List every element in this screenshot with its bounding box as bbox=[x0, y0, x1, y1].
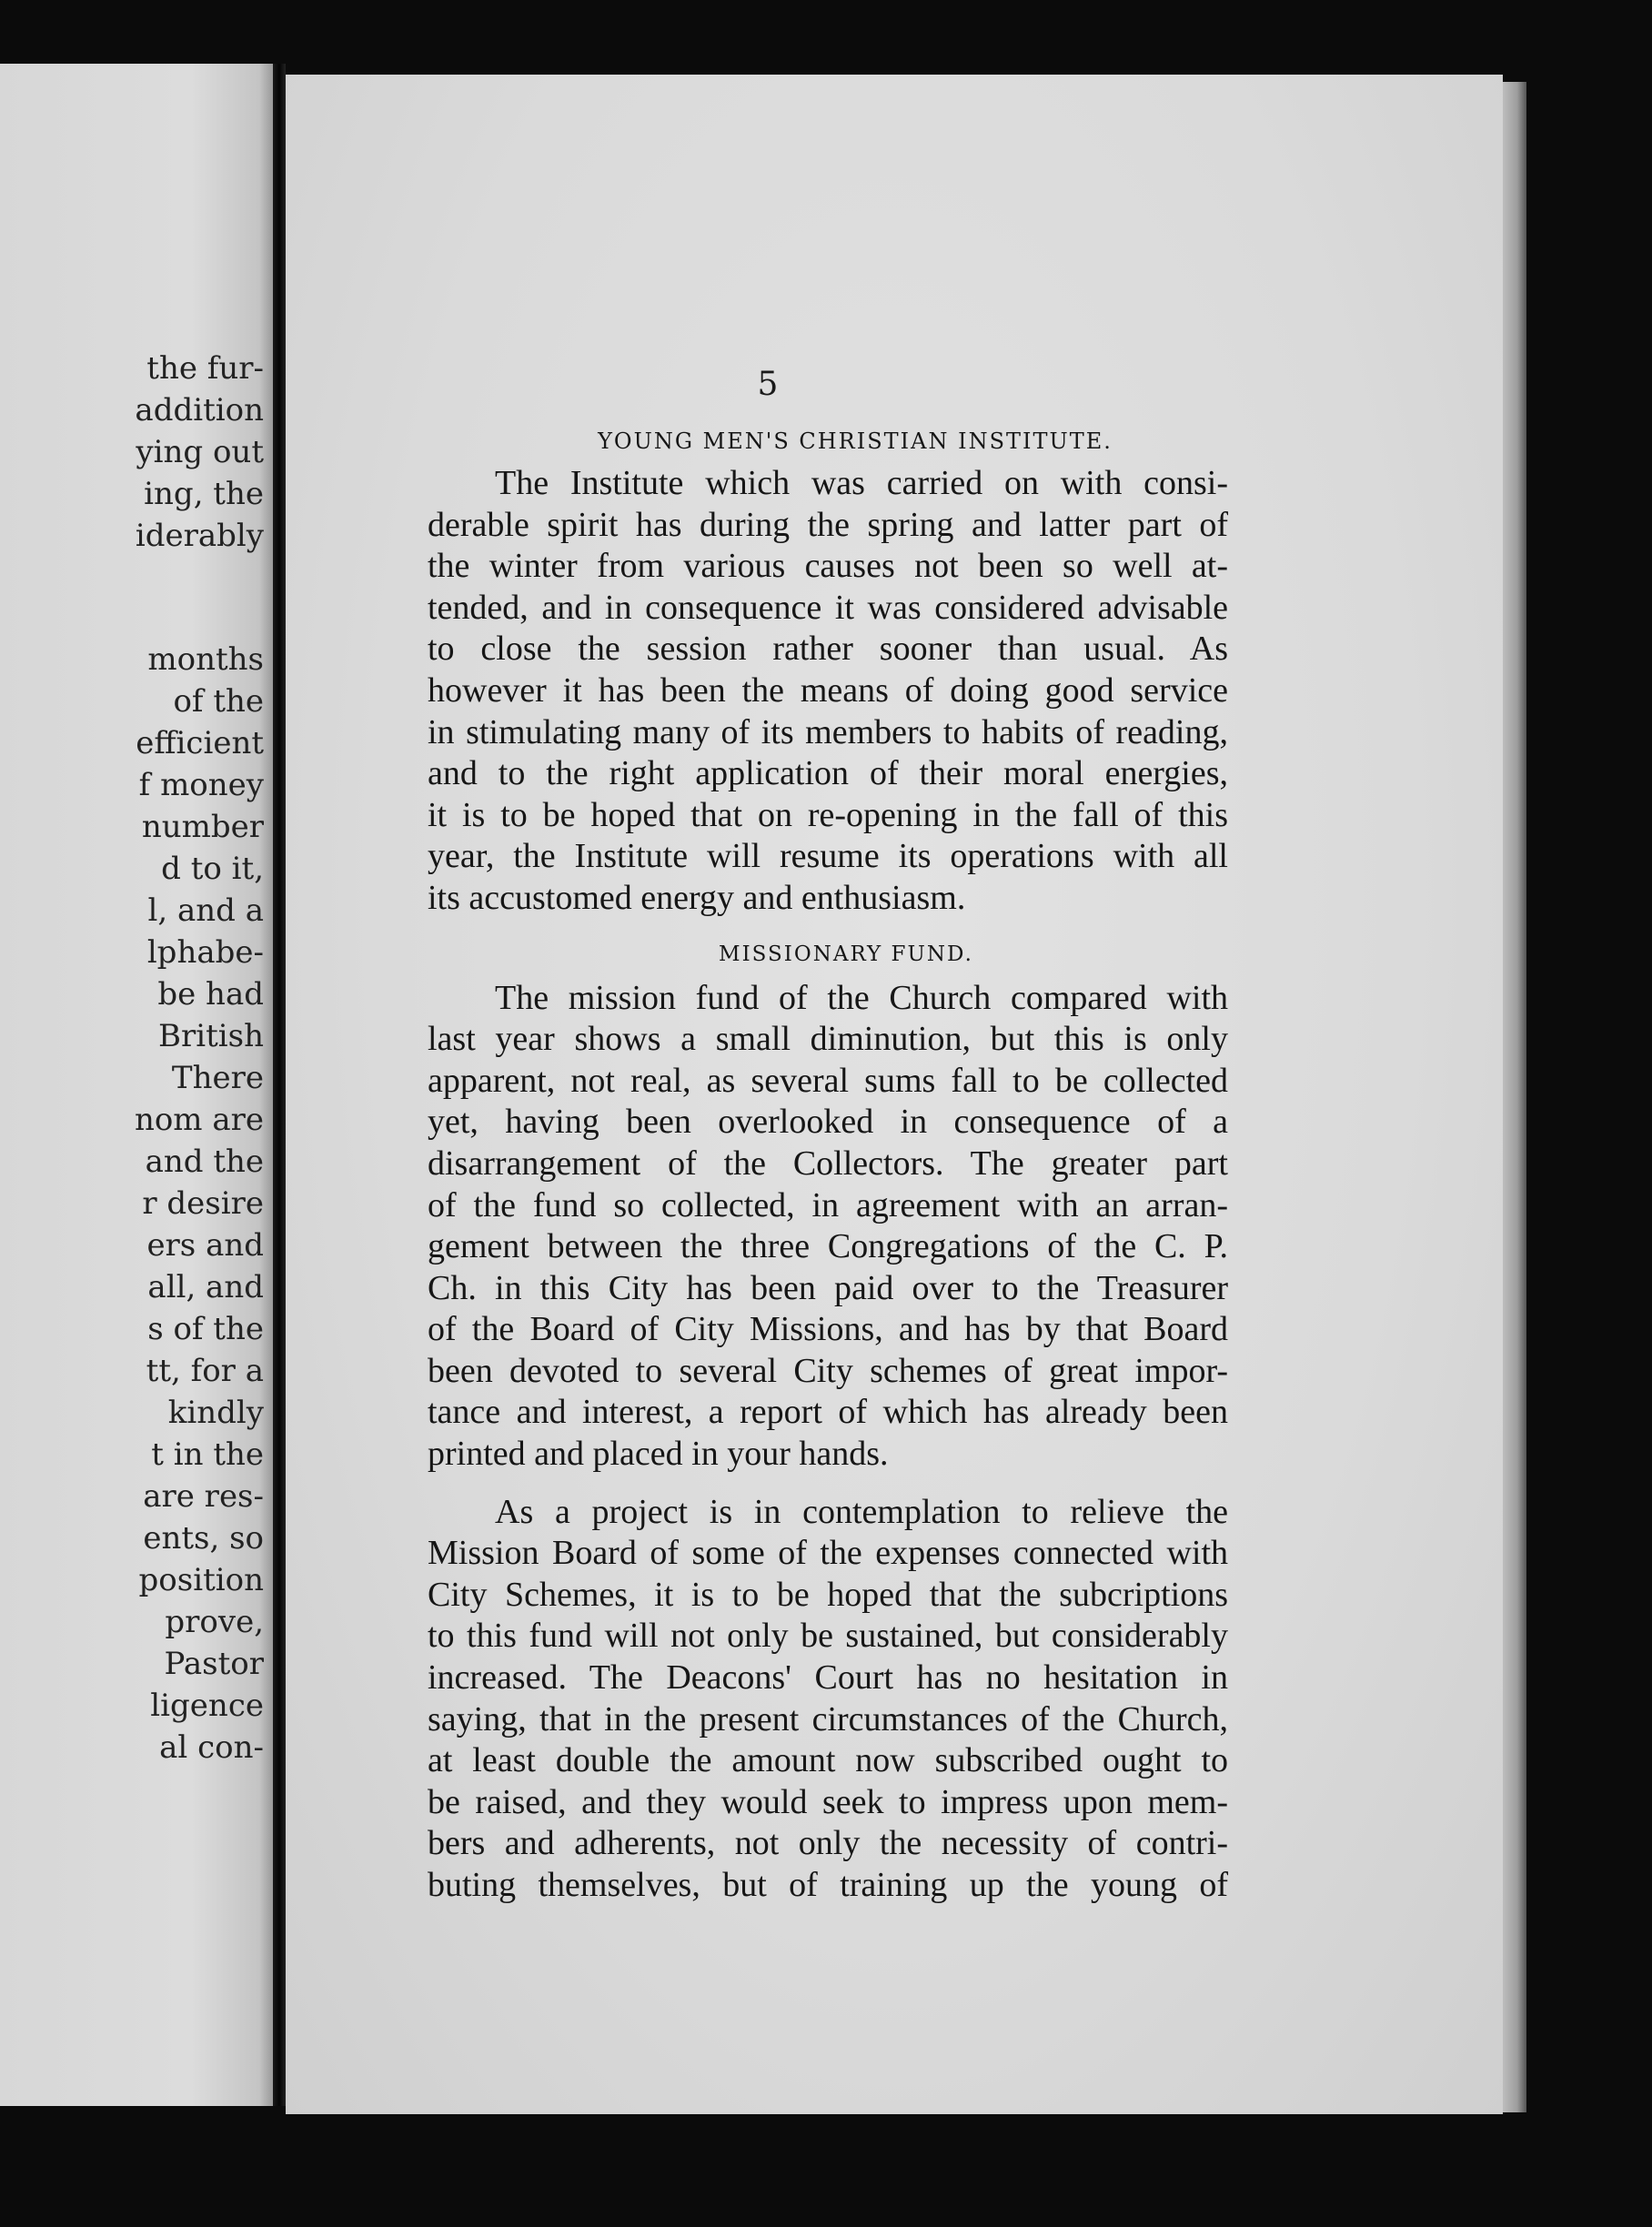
text-line: buting themselves, but of training up the young of bbox=[428, 1866, 1228, 1904]
text-line: it is to be hoped that on re-opening in the fall of this bbox=[428, 795, 1228, 834]
text-line: The mission fund of the Church compared with bbox=[495, 978, 1228, 1017]
left-line: tt, for a bbox=[146, 1353, 264, 1389]
left-line: ligence bbox=[150, 1688, 264, 1724]
text-line: saying, that in the present circumstances of the Church, bbox=[428, 1699, 1228, 1738]
section-heading-missionary: MISSIONARY FUND. bbox=[719, 942, 973, 966]
text-line: of the fund so collected, in agreement with an arran- bbox=[428, 1185, 1228, 1224]
left-line: and the bbox=[145, 1144, 264, 1180]
text-line: tance and interest, a report of which has already been bbox=[428, 1393, 1228, 1432]
left-line: al con- bbox=[159, 1729, 264, 1766]
text-line: Mission Board of some of the expenses connected with bbox=[428, 1534, 1228, 1573]
left-line: all, and bbox=[147, 1269, 264, 1305]
text-line: at least double the amount now subscribed ought to bbox=[428, 1741, 1228, 1780]
left-line: ing, the bbox=[144, 476, 264, 512]
paragraph-missionary-2 bbox=[428, 1492, 1228, 1907]
left-line: r desire bbox=[142, 1185, 264, 1222]
left-line: of the bbox=[173, 683, 264, 720]
text-line: derable spirit has during the spring and latter part of bbox=[428, 505, 1228, 544]
left-line: prove, bbox=[165, 1604, 264, 1640]
left-line: lphabe- bbox=[146, 934, 264, 971]
left-line: be had bbox=[157, 976, 264, 1013]
left-line: British bbox=[158, 1018, 264, 1054]
left-line: number bbox=[141, 809, 264, 845]
text-line: Ch. in this City has been paid over to the Treasurer bbox=[428, 1268, 1228, 1307]
left-line: position bbox=[138, 1562, 264, 1598]
text-line: The Institute which was carried on with consi- bbox=[495, 464, 1228, 502]
left-line: efficient bbox=[136, 725, 264, 761]
paragraph-institute bbox=[428, 463, 1228, 920]
text-line: its accustomed energy and enthusiasm. bbox=[428, 878, 966, 917]
text-line: As a project is in contemplation to relieve the bbox=[495, 1492, 1228, 1531]
text-line: disarrangement of the Collectors. The greater part bbox=[428, 1144, 1228, 1183]
text-line: be raised, and they would seek to impress upon mem- bbox=[428, 1782, 1228, 1821]
left-line: addition bbox=[135, 392, 264, 428]
left-line: s of the bbox=[147, 1311, 264, 1347]
left-line: Pastor bbox=[164, 1646, 264, 1682]
section-heading-institute: YOUNG MEN'S CHRISTIAN INSTITUTE. bbox=[598, 428, 1113, 454]
text-line: to this fund will not only be sustained, but considerably bbox=[428, 1617, 1228, 1656]
text-line: bers and adherents, not only the necessity of contri- bbox=[428, 1824, 1228, 1863]
left-line: kindly bbox=[167, 1395, 264, 1431]
left-page-text bbox=[0, 348, 264, 1768]
left-line: ying out bbox=[136, 434, 264, 470]
text-line: yet, having been overlooked in consequence of a bbox=[428, 1103, 1228, 1142]
left-line: ents, so bbox=[143, 1520, 264, 1557]
left-line: f money bbox=[138, 767, 264, 803]
left-line: nom are bbox=[134, 1102, 264, 1138]
text-line: and to the right application of their moral energies, bbox=[428, 754, 1228, 793]
text-line: of the Board of City Missions, and has by that Board bbox=[428, 1310, 1228, 1349]
page-number: 5 bbox=[757, 366, 779, 403]
text-line: been devoted to several City schemes of great impor- bbox=[428, 1351, 1228, 1390]
left-line: are res- bbox=[143, 1478, 264, 1515]
page-content bbox=[428, 425, 1228, 1907]
left-line: iderably bbox=[135, 518, 264, 554]
left-line: the fur- bbox=[146, 350, 264, 387]
left-line: ers and bbox=[146, 1227, 264, 1264]
left-line: t in the bbox=[151, 1436, 264, 1473]
left-line: months bbox=[147, 641, 264, 678]
left-line: l, and a bbox=[147, 892, 264, 929]
text-line: printed and placed in your hands. bbox=[428, 1435, 889, 1474]
text-line: tended, and in consequence it was considered advisable bbox=[428, 588, 1228, 627]
text-line: increased. The Deacons' Court has no hesitation in bbox=[428, 1658, 1228, 1698]
left-line: d to it, bbox=[161, 851, 264, 887]
left-line: There bbox=[171, 1060, 264, 1096]
text-line: to close the session rather sooner than usual. As bbox=[428, 630, 1228, 669]
text-line: year, the Institute will resume its operations with all bbox=[428, 837, 1228, 876]
main-page bbox=[286, 75, 1503, 2114]
text-line: however it has been the means of doing good service bbox=[428, 670, 1228, 710]
text-line: City Schemes, it is to be hoped that the subcriptions bbox=[428, 1575, 1228, 1614]
text-line: gement between the three Congregations of the C. P. bbox=[428, 1227, 1228, 1266]
text-line: apparent, not real, as several sums fall to be collected bbox=[428, 1061, 1228, 1100]
paragraph-missionary-1 bbox=[428, 978, 1228, 1476]
left-facing-page bbox=[0, 64, 273, 2106]
text-line: in stimulating many of its members to habits of reading, bbox=[428, 712, 1228, 751]
text-line: last year shows a small diminution, but this is only bbox=[428, 1020, 1228, 1059]
page-edge-shadow bbox=[1503, 82, 1526, 2112]
text-line: the winter from various causes not been so well at- bbox=[428, 547, 1228, 586]
book-spine bbox=[273, 64, 286, 2106]
